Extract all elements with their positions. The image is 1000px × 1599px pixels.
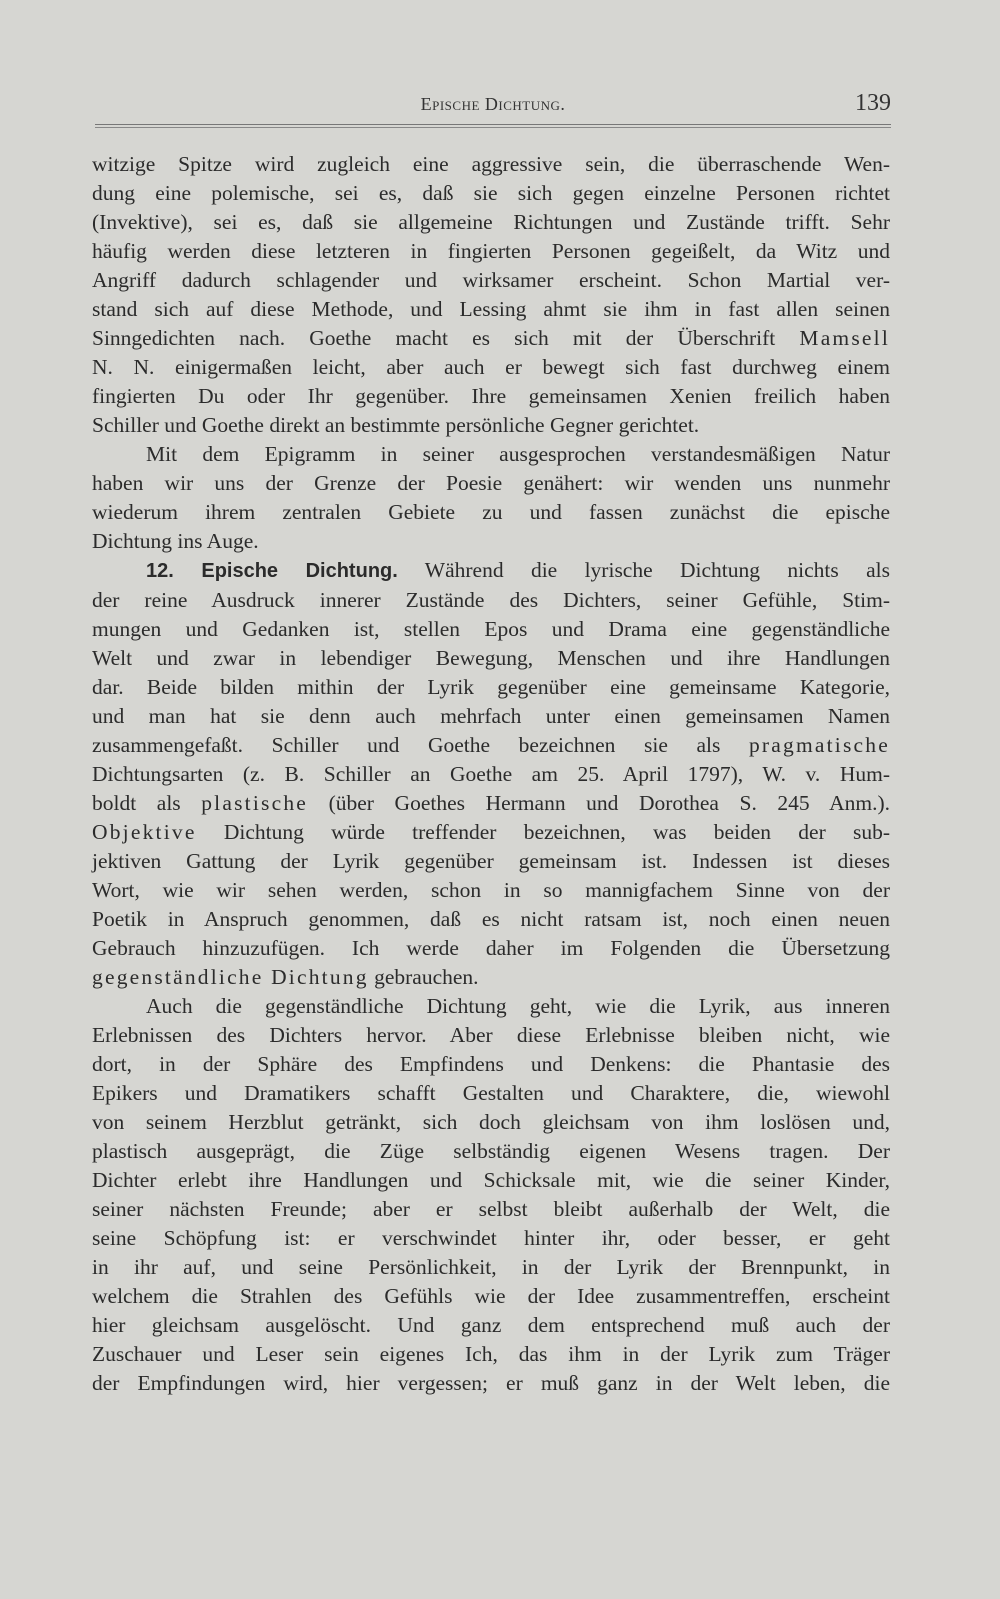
text-line [92, 731, 890, 760]
text-line: Mit dem Epigramm in seiner ausgesprochen verstandesmäßigen Natur [146, 442, 890, 466]
text-line [92, 556, 890, 586]
text-line: welchem die Strahlen des Gefühls wie der Idee zusammentreffen, erscheint [92, 1284, 890, 1308]
text-segment: boldt als [92, 791, 181, 815]
text-line: dar. Beide bilden mithin der Lyrik gegenüber eine gemeinsame Kategorie, [92, 675, 890, 699]
spaced-emphasis: Objektive [92, 820, 197, 844]
text-line: häufig werden diese letzteren in fingierten Personen gegeißelt, da Witz und [92, 239, 890, 263]
header-rule [95, 124, 891, 128]
text-line: Dichter erlebt ihre Handlungen und Schicksale mit, wie die seiner Kinder, [92, 1168, 890, 1192]
spaced-emphasis: gegenständliche Dichtung [92, 965, 369, 989]
text-line [92, 324, 890, 353]
text-line: Poetik in Anspruch genommen, daß es nicht ratsam ist, noch einen neuen [92, 907, 890, 931]
spaced-emphasis: pragmatische [748, 733, 890, 757]
text-line: Dichtungsarten (z. B. Schiller an Goethe am 25. April 1797), W. v. Hum- [92, 762, 890, 786]
text-segment: (über Goethes Hermann und Dorothea S. 245 Anm.). [328, 791, 890, 815]
text-line: Auch die gegenständliche Dichtung geht, wie die Lyrik, aus inneren [146, 994, 890, 1018]
text-line: in ihr auf, und seine Persönlichkeit, in der Lyrik der Brennpunkt, in [92, 1255, 890, 1279]
text-line: Angriff dadurch schlagender und wirksamer erscheint. Schon Martial ver- [92, 268, 890, 292]
body-text [92, 150, 890, 1398]
text-line: seiner nächsten Freunde; aber er selbst bleibt außerhalb der Welt, die [92, 1197, 890, 1221]
running-title: Epische Dichtung. [420, 94, 566, 114]
text-line: der reine Ausdruck innerer Zustände des Dichters, seiner Gefühle, Stim- [92, 588, 890, 612]
text-line: mungen und Gedanken ist, stellen Epos und Drama eine gegenständliche [92, 617, 890, 641]
text-line: Dichtung ins Auge. [92, 529, 259, 553]
text-line [92, 789, 890, 818]
text-line: seine Schöpfung ist: er verschwindet hinter ihr, oder besser, er geht [92, 1226, 890, 1250]
text-line: Welt und zwar in lebendiger Bewegung, Menschen und ihre Handlungen [92, 646, 890, 670]
text-segment: Sinngedichten nach. Goethe macht es sich mit der Überschrift [92, 326, 776, 350]
text-line: jektiven Gattung der Lyrik gegenüber gemeinsam ist. Indessen ist dieses [92, 849, 890, 873]
text-line: und man hat sie denn auch mehrfach unter einen gemeinsamen Namen [92, 704, 890, 728]
text-line: hier gleichsam ausgelöscht. Und ganz dem entsprechend muß auch der [92, 1313, 890, 1337]
text-segment: gebrauchen. [374, 965, 479, 989]
text-line: dung eine polemische, sei es, daß sie sich gegen einzelne Personen richtet [92, 181, 890, 205]
section-heading: 12. Epische Dichtung. [146, 560, 398, 582]
text-line: Zuschauer und Leser sein eigenes Ich, das ihm in der Lyrik zum Träger [92, 1342, 890, 1366]
text-line: dort, in der Sphäre des Empfindens und Denkens: die Phantasie des [92, 1052, 890, 1076]
spaced-emphasis: plastische [201, 791, 309, 815]
text-segment: Während die lyrische Dichtung nichts als [424, 558, 890, 582]
text-line: plastisch ausgeprägt, die Züge selbständig eigenen Wesens tragen. Der [92, 1139, 890, 1163]
text-line: stand sich auf diese Methode, und Lessing ahmt sie ihm in fast allen seinen [92, 297, 890, 321]
text-line: fingierten Du oder Ihr gegenüber. Ihre gemeinsamen Xenien freilich haben [92, 384, 890, 408]
text-line: haben wir uns der Grenze der Poesie genähert: wir wenden uns nunmehr [92, 471, 890, 495]
text-segment: Dichtung würde treffender bezeichnen, was beiden der sub- [223, 820, 891, 844]
text-line: Wort, wie wir sehen werden, schon in so mannigfachem Sinne von der [92, 878, 890, 902]
text-line: Gebrauch hinzuzufügen. Ich werde daher im Folgenden die Übersetzung [92, 936, 890, 960]
text-line [92, 818, 890, 847]
text-line: Erlebnissen des Dichters hervor. Aber diese Erlebnisse bleiben nicht, wie [92, 1023, 890, 1047]
text-line: wiederum ihrem zentralen Gebiete zu und fassen zunächst die epische [92, 500, 890, 524]
text-line: Epikers und Dramatikers schafft Gestalten und Charaktere, die, wiewohl [92, 1081, 890, 1105]
text-line: Schiller und Goethe direkt an bestimmte persönliche Gegner gerichtet. [92, 413, 700, 437]
text-line: (Invektive), sei es, daß sie allgemeine Richtungen und Zustände trifft. Sehr [92, 210, 890, 234]
text-segment: zusammengefaßt. Schiller und Goethe bezeichnen sie als [92, 733, 721, 757]
text-line: witzige Spitze wird zugleich eine aggressive sein, die überraschende Wen- [92, 152, 890, 176]
text-line: N. N. einigermaßen leicht, aber auch er bewegt sich fast durchweg einem [92, 355, 890, 379]
text-line [92, 963, 890, 992]
page-number: 139 [855, 90, 891, 116]
spaced-emphasis: Mamsell [799, 326, 891, 350]
text-line: der Empfindungen wird, hier vergessen; er muß ganz in der Welt leben, die [92, 1371, 890, 1395]
text-line: von seinem Herzblut getränkt, sich doch gleichsam von ihm loslösen und, [92, 1110, 890, 1134]
running-header [95, 90, 891, 124]
